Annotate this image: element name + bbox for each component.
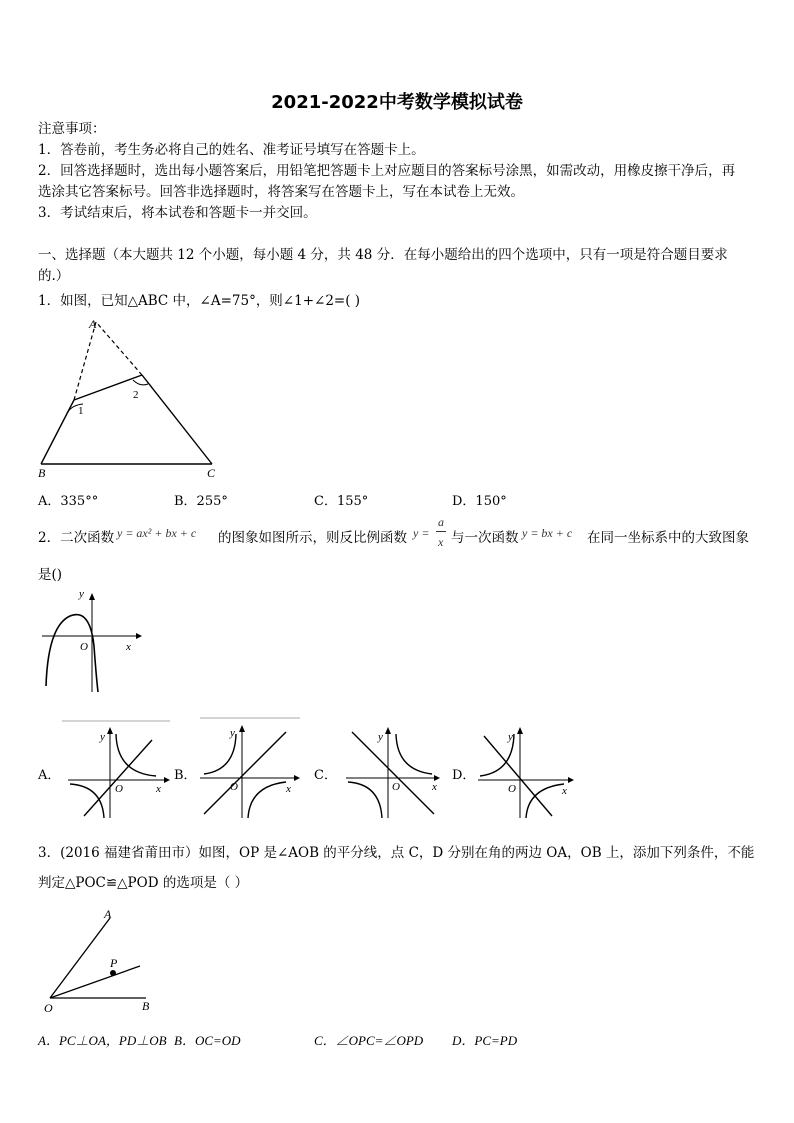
angle-2-label: 2	[133, 389, 139, 401]
q1-text: 1．如图，已知△ABC 中，∠A=75°，则∠1+∠2=( )	[38, 293, 361, 309]
q1-triangle-figure	[30, 312, 230, 482]
origin-label: O	[230, 781, 238, 793]
q2-option-a-label: A．	[38, 768, 61, 783]
parabola-curve	[46, 615, 98, 692]
notice-item-2: 2．回答选择题时，选出每小题答案后，用铅笔把答题卡上对应题目的答案标号涂黑，如需改动，用橡皮擦干净后，再	[38, 163, 736, 179]
ray-oa	[50, 918, 110, 998]
label-b: B	[142, 999, 150, 1013]
y-axis-arrow	[517, 727, 523, 734]
cut-line	[74, 375, 142, 400]
x-axis-label: x	[126, 641, 131, 653]
q3-option-c: C．∠OPC=∠OPD	[314, 1033, 424, 1048]
y-axis-arrow	[239, 725, 245, 732]
x-axis-label: x	[432, 781, 437, 793]
y-axis-label: y	[378, 731, 383, 743]
q2-option-d-label: D．	[452, 768, 476, 783]
x-axis-label: x	[156, 783, 161, 795]
q2-expr-linear: y = bx + c	[522, 526, 573, 540]
origin-label: O	[115, 783, 123, 795]
q2-text-part2: 的图象如图所示，则反比例函数	[218, 530, 407, 546]
vertex-b-label: B	[38, 466, 46, 480]
q2-text-part4: 在同一坐标系中的大致图象	[587, 530, 749, 546]
notice-item-1: 1．答卷前，考生务必将自己的姓名、准考证号填写在答题卡上。	[38, 142, 425, 158]
notice-item-2-cont: 选涂其它答案标号。回答非选择题时，将答案写在答题卡上，写在本试卷上无效。	[38, 184, 524, 200]
q2-parabola-graph	[38, 588, 148, 696]
q2-expr-quadratic: y = ax² + bx + c	[117, 526, 197, 540]
hyperbola-branch-1	[204, 734, 236, 774]
linear-line	[352, 732, 434, 814]
hyperbola-branch-2	[248, 782, 286, 818]
q3-option-d: D．PC=PD	[452, 1033, 518, 1048]
side-ab-upper-dashed	[74, 322, 96, 400]
side-ac-upper-dashed	[96, 322, 142, 375]
q3-option-a: A．PC⊥OA，PD⊥OB	[38, 1033, 167, 1048]
vertex-a-label: A	[89, 317, 97, 331]
y-axis-arrow	[89, 593, 95, 600]
label-o: O	[44, 1001, 53, 1015]
q2-text-line2: 是()	[38, 567, 63, 583]
q2-option-c-label: C．	[314, 768, 337, 783]
y-axis-label: y	[230, 727, 235, 739]
x-axis-arrow	[294, 775, 300, 781]
q2-expr-inverse-y: y =	[413, 526, 430, 540]
x-axis-label: x	[286, 783, 291, 795]
hyperbola-branch-2	[526, 784, 564, 818]
q3-option-b: B．OC=OD	[174, 1033, 241, 1048]
linear-line	[84, 740, 152, 816]
page-title: 2021-2022中考数学模拟试卷	[271, 92, 523, 113]
label-p: P	[110, 956, 118, 970]
q2-fraction-bar	[436, 531, 446, 532]
hyperbola-branch-1	[116, 734, 156, 776]
ray-op	[50, 966, 140, 998]
q2-option-a-graph	[60, 718, 172, 822]
side-ac-lower	[142, 375, 212, 464]
label-a: A	[104, 907, 112, 921]
q2-expr-inverse-numerator: a	[438, 515, 444, 529]
q3-angle-figure	[38, 904, 158, 1020]
q2-option-b-graph	[196, 714, 304, 822]
linear-line	[484, 736, 552, 816]
x-axis-arrow	[568, 777, 574, 783]
angle-1-label: 1	[78, 405, 84, 417]
y-axis-arrow	[385, 727, 391, 734]
vertex-c-label: C	[207, 466, 216, 480]
y-axis-label: y	[508, 731, 513, 743]
q2-option-c-graph	[340, 718, 444, 822]
hyperbola-branch-2	[348, 782, 382, 818]
x-axis-arrow	[164, 777, 170, 783]
q2-option-b-label: B．	[174, 768, 197, 783]
section-heading: 一、选择题（本大题共 12 个小题，每小题 4 分，共 48 分．在每小题给出的四个选项中，只有一项是符合题目要求	[38, 247, 728, 263]
x-axis-label: x	[562, 785, 567, 797]
y-axis-label: y	[79, 588, 84, 600]
q2-expr-inverse-denominator: x	[438, 535, 444, 549]
q2-text-part3: 与一次函数	[451, 530, 519, 546]
q2-option-d-graph	[474, 718, 578, 822]
q1-option-a: A．335°°	[38, 494, 99, 509]
notice-item-3: 3．考试结束后，将本试卷和答题卡一并交回。	[38, 205, 317, 221]
y-axis-arrow	[107, 727, 113, 734]
q1-option-b: B．255°	[174, 494, 228, 509]
q3-text-line2: 判定△POC≌△POD 的选项是（ ）	[38, 875, 249, 891]
q1-option-d: D．150°	[452, 494, 507, 509]
q3-text-line1: 3．(2016 福建省莆田市）如图，OP 是∠AOB 的平分线，点 C，D 分别在角的两边 OA，OB 上，添加下列条件，不能	[38, 845, 755, 861]
section-heading-cont: 的.）	[38, 268, 70, 284]
q1-option-c: C．155°	[314, 494, 369, 509]
origin-label: O	[508, 783, 516, 795]
origin-label: O	[392, 781, 400, 793]
notice-heading: 注意事项：	[38, 121, 106, 137]
q2-text-part1: 2．二次函数	[38, 530, 115, 546]
linear-line	[204, 732, 286, 814]
x-axis-arrow	[136, 633, 142, 639]
hyperbola-branch-1	[396, 734, 432, 774]
origin-label: O	[80, 641, 88, 653]
y-axis-label: y	[100, 731, 105, 743]
point-p	[110, 970, 116, 976]
